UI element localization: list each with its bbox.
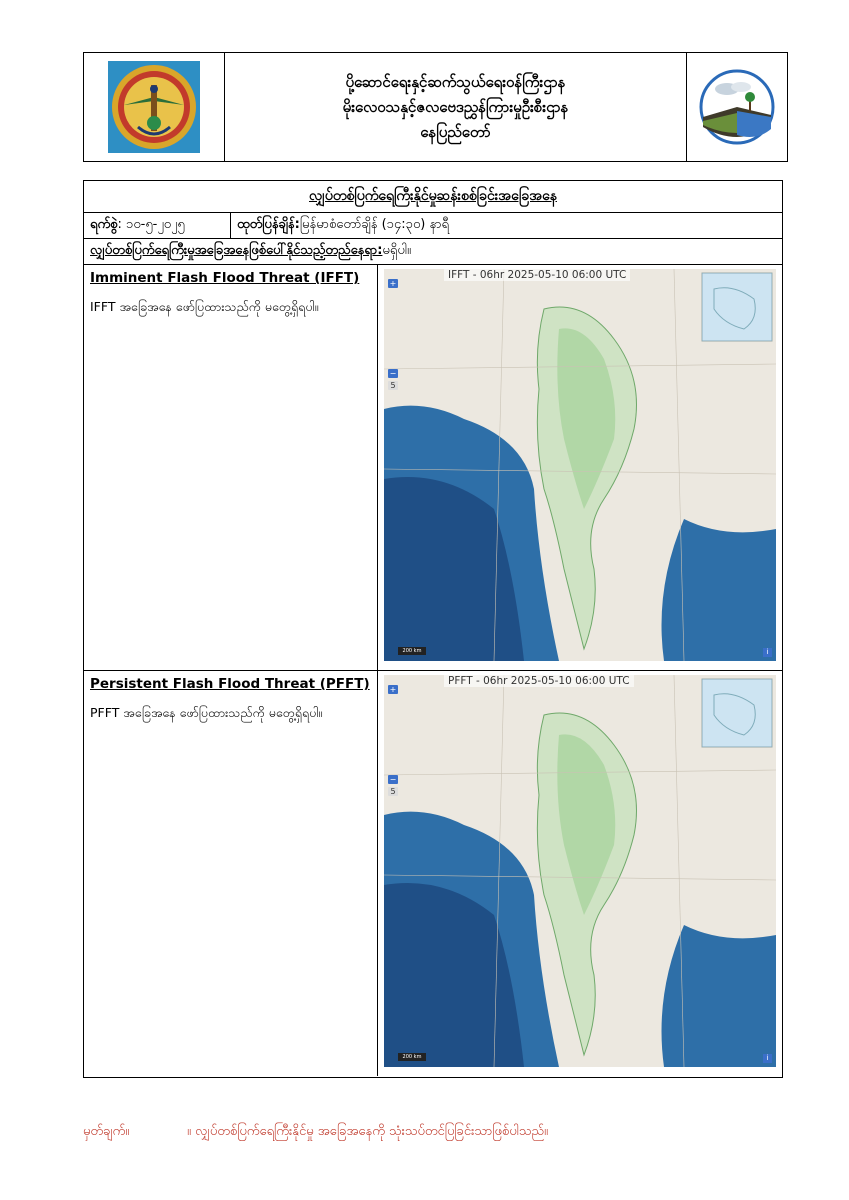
ifft-map-image (384, 269, 776, 661)
zoom-out-button[interactable]: − (389, 369, 397, 378)
ifft-section (84, 265, 782, 671)
zoom-in-button[interactable]: + (389, 685, 397, 694)
pfft-text-cell (84, 671, 378, 1076)
ministry-logo (84, 53, 225, 161)
ifft-text-cell (84, 265, 378, 670)
pfft-description: PFFT အခြေအနေ ဖော်ပြထားသည်ကို မတွေ့ရှိရပါ။ (90, 705, 323, 720)
pfft-map-label: PFFT - 06hr 2025-05-10 06:00 UTC (444, 675, 634, 687)
zoom-level-button[interactable]: 5 (388, 787, 398, 796)
department-name: မိုးလေဝသနှင့်ဇလဗေဒညွှန်ကြားမှုဦးစီးဌာန (342, 97, 569, 116)
water-cycle-icon (697, 67, 777, 147)
zoom-out-button[interactable]: − (389, 775, 397, 784)
issue-info-row (84, 213, 782, 239)
document-header (83, 52, 788, 162)
date-label: ရက်စွဲ (90, 217, 118, 232)
report-title: လျှပ်တစ်ပြက်ရေကြီးနိုင်မှုဆန်းစစ်ခြင်းအခြေအနေ (84, 181, 782, 213)
map-info-button[interactable]: i (763, 1054, 772, 1063)
zoom-in-button[interactable]: + (389, 279, 397, 288)
organization-name (225, 53, 686, 161)
ifft-map (384, 269, 776, 661)
ifft-title: Imminent Flash Flood Threat (IFFT) (90, 270, 360, 286)
zoom-level-button[interactable]: 5 (388, 381, 398, 390)
note-text: ။ လျှပ်တစ်ပြက်ရေကြီးနိုင်မှု အခြေအနေကို သုံးသပ်တင်ပြခြင်းသာဖြစ်ပါသည်။ (187, 1124, 548, 1139)
pfft-map (384, 675, 776, 1067)
map-info-button[interactable]: i (763, 648, 772, 657)
ministry-name: ပို့ဆောင်ရေးနှင့်ဆက်သွယ်ရေးဝန်ကြီးဌာန (345, 72, 566, 91)
map-scale-bar: 200 km (398, 1053, 426, 1061)
pfft-title: Persistent Flash Flood Threat (PFFT) (90, 676, 370, 692)
ministry-emblem-icon (108, 61, 200, 153)
map-scale-bar: 200 km (398, 647, 426, 655)
date-value: : ၁၀-၅-၂၀၂၅ (117, 217, 185, 232)
city-name: နေပြည်တော် (420, 122, 491, 141)
note-label: မှတ်ချက်။ (83, 1124, 130, 1139)
dmh-logo (686, 53, 787, 161)
location-value: မရှိပါ။ (382, 243, 411, 258)
location-row (84, 239, 782, 265)
pfft-section (84, 671, 782, 1076)
time-value: မြန်မာစံတော်ချိန် (၁၄:၃၀) နာရီ (299, 217, 450, 232)
location-label: လျှပ်တစ်ပြက်ရေကြီးမှုအခြေအနေဖြစ်ပေါ်နိုင်သည့်တည်နေရာ: (90, 243, 383, 258)
time-label: ထုတ်ပြန်ချိန်: (237, 217, 300, 232)
ifft-description: IFFT အခြေအနေ ဖော်ပြထားသည်ကို မတွေ့ရှိရပါ။ (90, 299, 319, 314)
issue-date (84, 213, 231, 238)
ifft-map-label: IFFT - 06hr 2025-05-10 06:00 UTC (444, 269, 630, 281)
issue-time (231, 213, 782, 238)
report-table (83, 180, 783, 1078)
pfft-map-image (384, 675, 776, 1067)
footer-note (83, 1123, 548, 1142)
